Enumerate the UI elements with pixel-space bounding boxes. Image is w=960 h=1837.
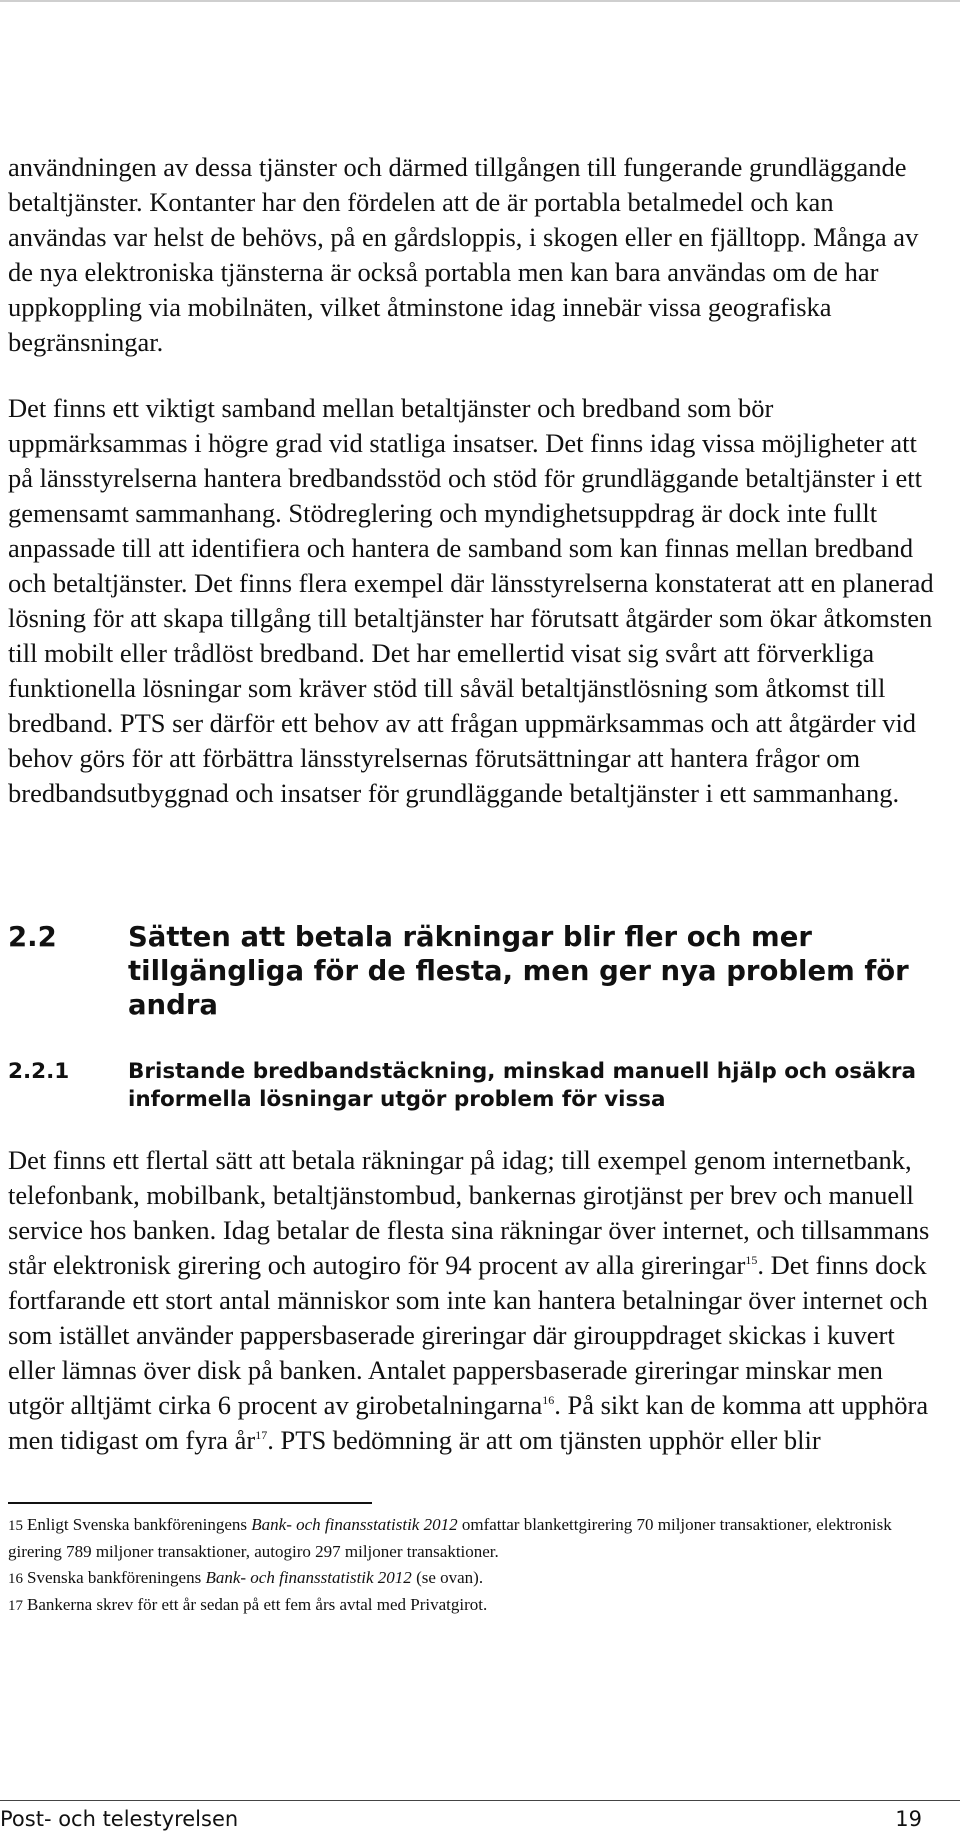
footnote-text: omfattar blankettgirering 70 miljoner transaktioner, elektronisk girering 789 miljoner transaktioner, autogiro 297 miljoner transaktioner. (8, 1515, 892, 1561)
footnote-15 (8, 1512, 943, 1565)
subsection-title: Bristande bredbandstäckning, minskad manuell hjälp och osäkra informella lösningar utgör problem för vissa (128, 1059, 917, 1112)
footnote-number: 16 (8, 1571, 23, 1587)
paragraph-2: Det finns ett viktigt samband mellan betaltjänster och bredband som bör uppmärksammas i högre grad vid statliga insatser. Det finns idag vissa möjligheter att på länsstyrelserna hantera bredbandsstöd och stöd för grundläggande betaltjänster i ett gemensamt sammanhang. Stödreglering och myndighetsuppdrag är dock inte fullt anpassade till att identifiera och hantera de samband som kan finnas mellan bredband och betaltjänster. Det finns flera exempel där länsstyrelserna konstaterat att en planerad lösning för att skapa tillgång till betaltjänster har förutsatt åtgärder som ökar åtkomsten till mobilt eller trådlöst bredband. Det har emellertid visat sig svårt att förverkliga funktionella lösningar som kräver stöd till såväl betaltjänstlösning som åtkomst till bredband. PTS ser därför ett behov av att frågan uppmärksammas och att åtgärder vid behov görs för att förbättra länsstyrelsernas förutsättningar att hantera frågor om bredbandsutbyggnad och insatser för grundläggande betaltjänster i ett sammanhang. (8, 393, 934, 808)
footnote-text: Enligt Svenska bankföreningens (27, 1515, 252, 1534)
footnote-number: 15 (8, 1518, 23, 1534)
footnote-ref-16[interactable]: 16 (542, 1393, 555, 1408)
footnote-text: (se ovan). (411, 1568, 484, 1587)
paragraph-3-part-c: . På sikt kan de komma att upphöra men tidigast om fyra år (8, 1390, 929, 1455)
footnote-separator (8, 1502, 372, 1504)
footnote-16 (8, 1565, 943, 1592)
footnote-source-title: Bank- och finansstatistik 2012 (205, 1568, 412, 1587)
paragraph-3-part-d: . PTS bedömning är att om tjänsten upphör eller blir (267, 1425, 821, 1455)
page-number: 19 (895, 1807, 922, 1831)
page-footer (0, 1806, 922, 1832)
footnote-text: Svenska bankföreningens (27, 1568, 206, 1587)
footnotes (8, 1512, 943, 1619)
page-body (8, 150, 938, 811)
footnote-ref-17[interactable]: 17 (255, 1428, 268, 1443)
subsection-heading-2-2-1 (8, 1058, 938, 1114)
footnote-ref-15[interactable]: 15 (745, 1253, 758, 1268)
section-number: 2.2 (8, 921, 57, 953)
top-rule (0, 0, 960, 2)
footnote-17 (8, 1592, 943, 1619)
section-title: Sätten att betala räkningar blir fler och mer tillgängliga för de flesta, men ger nya problem för andra (128, 921, 909, 1021)
paragraph-3 (8, 1143, 943, 1458)
paragraph-3-part-b: . Det finns dock fortfarande ett stort antal människor som inte kan hantera betalningar över internet och som istället använder pappersbaserade gireringar där girouppdraget skickas i kuvert eller lämnas över disk på banken. Antalet pappersbaserade gireringar minskar men utgör alltjämt cirka 6 procent av girobetalningarna (8, 1250, 928, 1420)
paragraph-3-part-a: Det finns ett flertal sätt att betala räkningar på idag; till exempel genom internetbank, telefonbank, mobilbank, betaltjänstombud, bankernas girotjänst per brev och manuell service hos banken. Idag betalar de flesta sina räkningar över internet, och tillsammans står elektronisk girering och autogiro för 94 procent av alla gireringar (8, 1145, 930, 1280)
paragraph-1: användningen av dessa tjänster och därmed tillgången till fungerande grundläggande betaltjänster. Kontanter har den fördelen att de är portabla betalmedel och kan användas var helst de behövs, på en gårdsloppis, i skogen eller en fjälltopp. Många av de nya elektroniska tjänsterna är också portabla men kan bara användas om de har uppkoppling via mobilnäten, vilket åtminstone idag innebär vissa geografiska begränsningar. (8, 152, 919, 357)
footnote-text: Bankerna skrev för ett år sedan på ett fem års avtal med Privatgirot. (27, 1595, 488, 1614)
footer-publisher: Post- och telestyrelsen (0, 1807, 239, 1831)
subsection-number: 2.2.1 (8, 1059, 70, 1084)
footnote-number: 17 (8, 1598, 23, 1614)
footer-rule (0, 1800, 960, 1801)
section-heading-2-2 (8, 920, 938, 1022)
footnote-source-title: Bank- och finansstatistik 2012 (251, 1515, 458, 1534)
